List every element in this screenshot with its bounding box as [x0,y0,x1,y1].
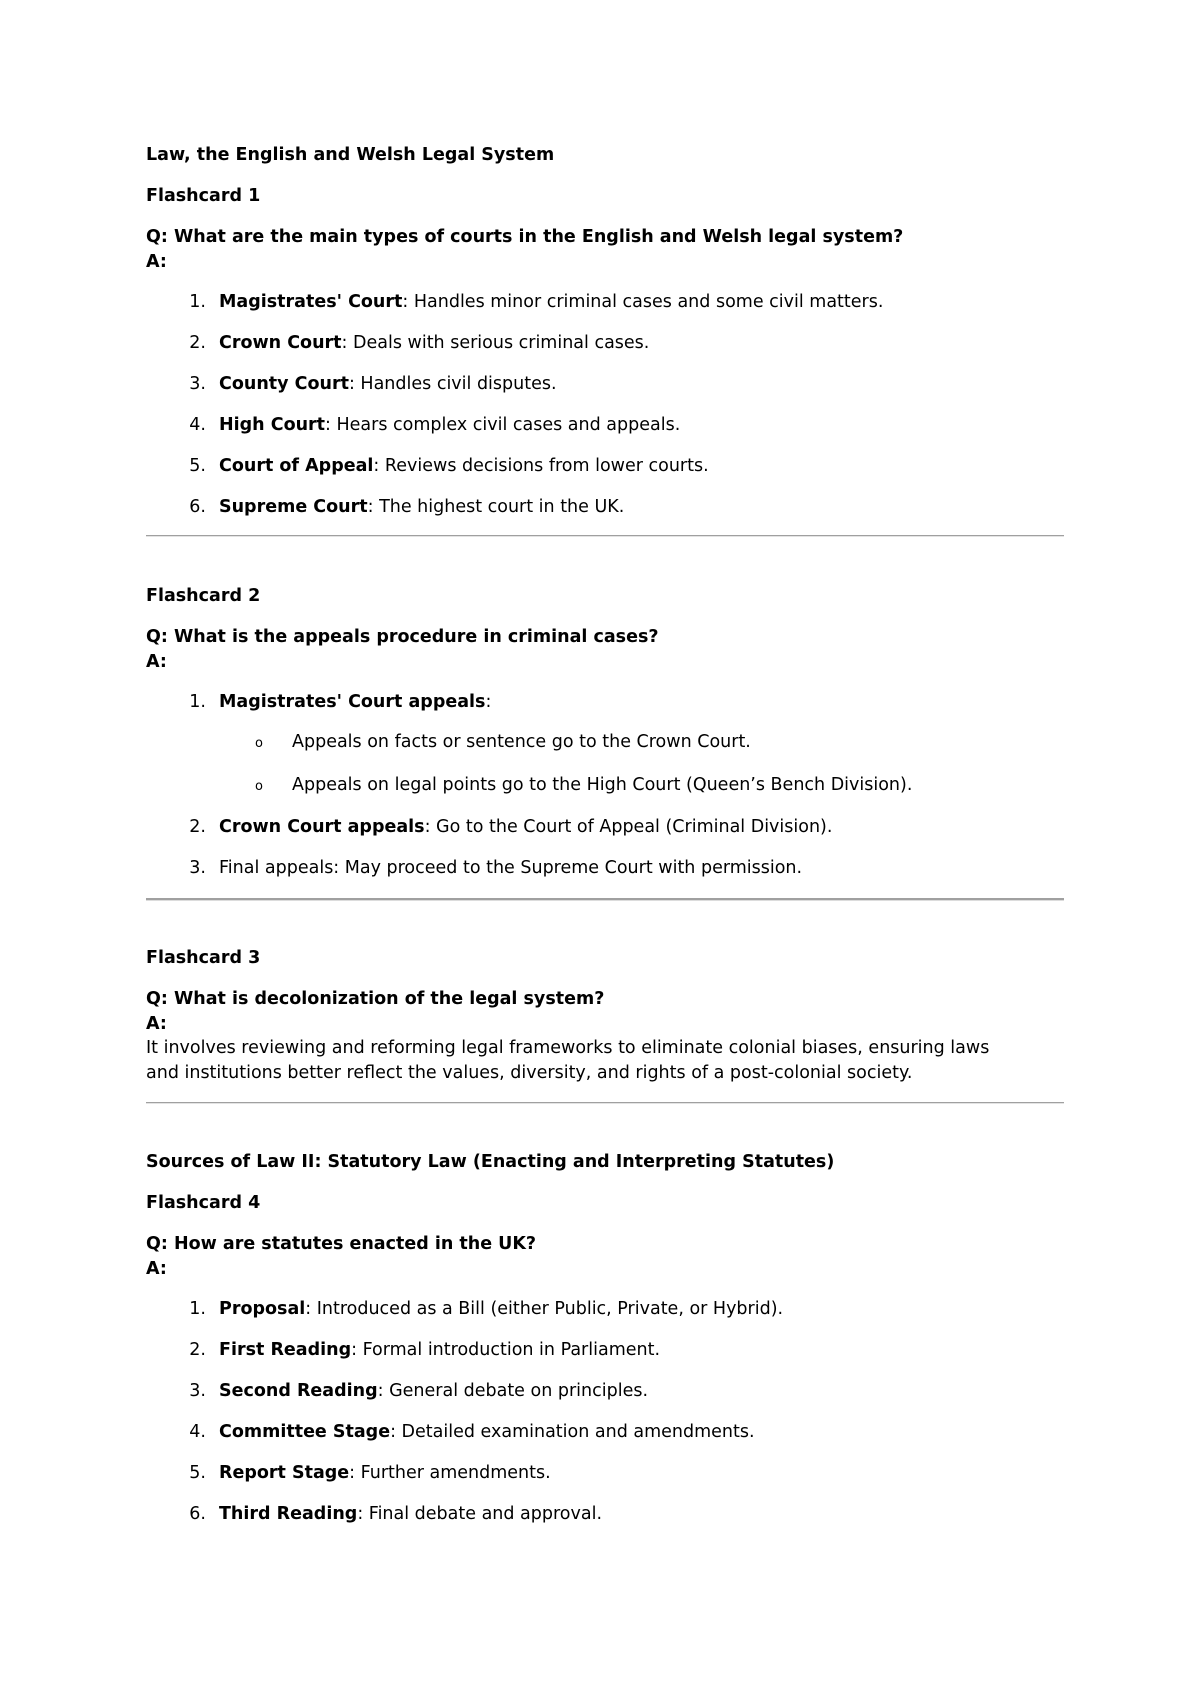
list-desc: : Final debate and approval. [357,1504,603,1524]
flashcard-4-answer-label: A: [146,1259,167,1279]
list-term: Magistrates' Court [219,292,403,312]
list-number: 2. [189,333,206,353]
bullet-circle-icon: o [255,736,263,751]
list-number: 5. [189,1463,206,1483]
list-number: 4. [189,415,206,435]
list-number: 1. [189,1299,206,1319]
list-desc: : General debate on principles. [377,1381,649,1401]
list-term: Supreme Court [219,497,368,517]
list-term: County Court [219,374,349,394]
sub-list-text: Appeals on facts or sentence go to the Crown Court. [292,732,751,752]
list-number: 6. [189,1504,206,1524]
list-number: 3. [189,1381,206,1401]
list-desc: : Go to the Court of Appeal (Criminal Division). [424,817,833,837]
list-number: 5. [189,456,206,476]
list-term: Magistrates' Court appeals [219,692,486,712]
horizontal-rule [146,1102,1064,1104]
list-desc: : The highest court in the UK. [367,497,625,517]
flashcard-4-question: Q: How are statutes enacted in the UK? [146,1234,537,1254]
list-desc: : [485,692,492,712]
sub-list-text: Appeals on legal points go to the High Court (Queen’s Bench Division). [292,775,913,795]
list-desc: : Detailed examination and amendments. [390,1422,755,1442]
list-number: 2. [189,1340,206,1360]
list-term: High Court [219,415,326,435]
list-desc: : Handles minor criminal cases and some civil matters. [402,292,884,312]
flashcard-2-question: Q: What is the appeals procedure in criminal cases? [146,627,659,647]
list-desc: : Deals with serious criminal cases. [341,333,650,353]
horizontal-rule [146,535,1064,537]
list-desc: : Handles civil disputes. [348,374,557,394]
flashcard-1-answer-label: A: [146,252,167,272]
list-desc: : Introduced as a Bill (either Public, Private, or Hybrid). [305,1299,784,1319]
flashcard-1-question: Q: What are the main types of courts in the English and Welsh legal system? [146,227,904,247]
list-term: Third Reading [219,1504,358,1524]
list-term: Proposal [219,1299,306,1319]
section-heading-statutory-law: Sources of Law II: Statutory Law (Enacting and Interpreting Statutes) [146,1152,835,1172]
list-term: Report Stage [219,1463,350,1483]
list-desc: : Reviews decisions from lower courts. [373,456,709,476]
list-desc: : Further amendments. [349,1463,551,1483]
bullet-circle-icon: o [255,779,263,794]
list-desc: : Hears complex civil cases and appeals. [325,415,681,435]
list-term: Committee Stage [219,1422,391,1442]
list-number: 1. [189,292,206,312]
flashcard-2-answer-label: A: [146,652,167,672]
list-number: 3. [189,858,206,878]
list-desc: Final appeals: May proceed to the Supreme Court with permission. [219,858,803,878]
list-number: 3. [189,374,206,394]
flashcard-3-answer-line-2: and institutions better reflect the values, diversity, and rights of a post-colonial society. [146,1063,913,1083]
list-desc: : Formal introduction in Parliament. [351,1340,661,1360]
flashcard-3-answer-label: A: [146,1014,167,1034]
flashcard-3-question: Q: What is decolonization of the legal system? [146,989,605,1009]
list-term: Crown Court appeals [219,817,425,837]
flashcard-1-title: Flashcard 1 [146,186,261,206]
horizontal-rule [146,898,1064,901]
list-term: Second Reading [219,1381,378,1401]
list-term: First Reading [219,1340,352,1360]
list-number: 6. [189,497,206,517]
list-number: 1. [189,692,206,712]
list-term: Court of Appeal [219,456,374,476]
list-number: 2. [189,817,206,837]
flashcard-4-title: Flashcard 4 [146,1193,261,1213]
section-heading-legal-system: Law, the English and Welsh Legal System [146,145,555,165]
flashcard-3-title: Flashcard 3 [146,948,261,968]
flashcard-3-answer-line-1: It involves reviewing and reforming legal frameworks to eliminate colonial biases, ensuring laws [146,1038,990,1058]
list-term: Crown Court [219,333,342,353]
flashcard-2-title: Flashcard 2 [146,586,261,606]
list-number: 4. [189,1422,206,1442]
